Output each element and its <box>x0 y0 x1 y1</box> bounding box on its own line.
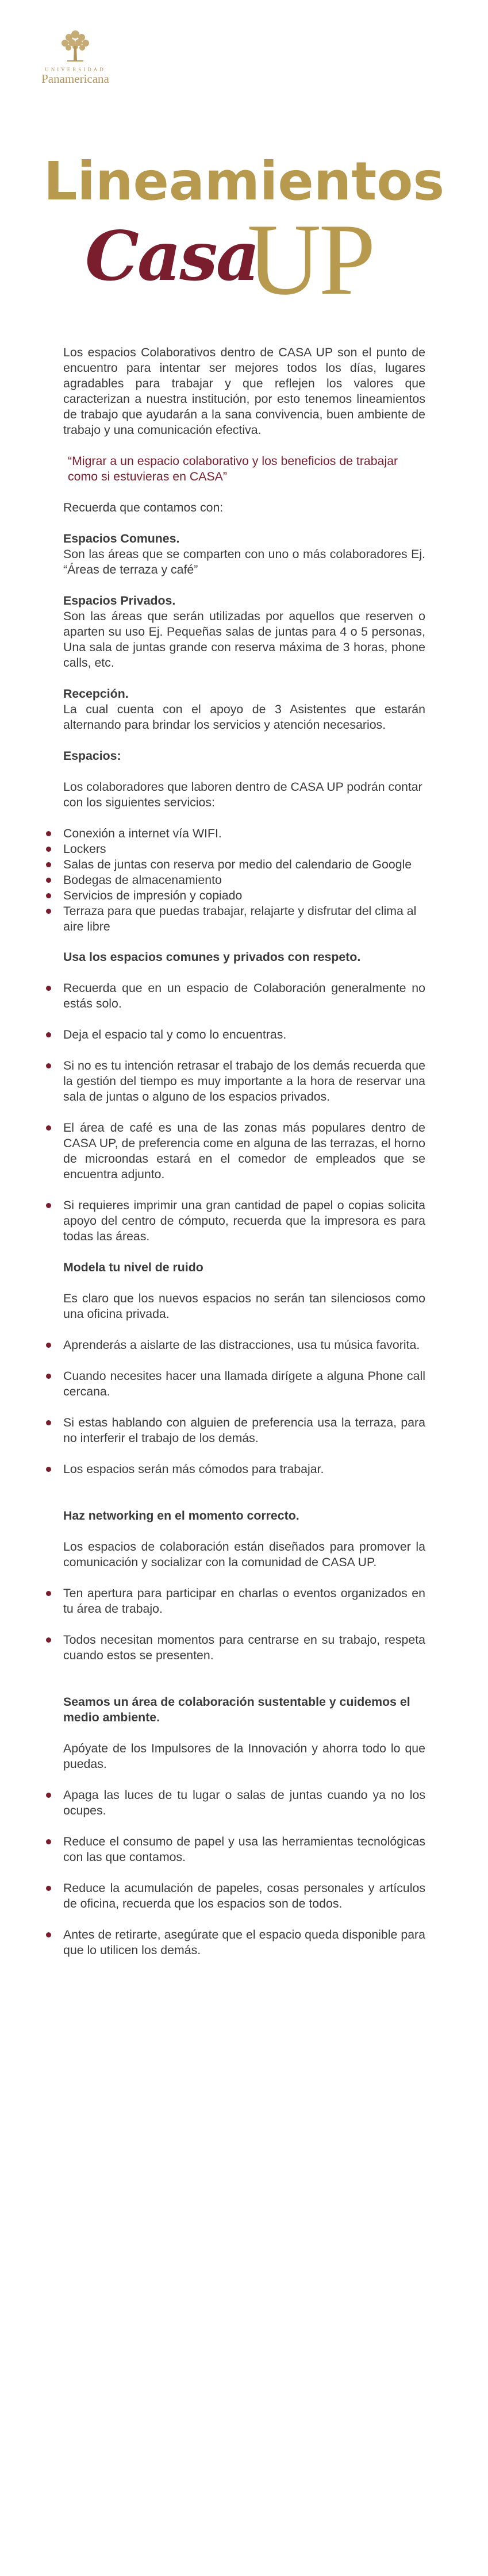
networking-heading: Haz networking en el momento correcto. <box>63 1509 299 1522</box>
list-item: Antes de retirarte, asegúrate que el espacio queda disponible para que lo utilicen los demás. <box>63 1928 425 1957</box>
title-up: UP <box>247 202 374 316</box>
list-item: Todos necesitan momentos para centrarse en su trabajo, respeta cuando estos se presenten. <box>63 1633 425 1662</box>
logo-university-label: UNIVERSIDAD <box>45 67 106 72</box>
list-item: Salas de juntas con reserva por medio del calendario de Google <box>63 857 425 872</box>
section-espacios-comunes <box>63 531 425 578</box>
list-item: El área de café es una de las zonas más populares dentro de CASA UP, de preferencia come en alguna de las terrazas, el horno de microondas estará en el comedor de empleados que se encuentra adjunto. <box>63 1121 425 1181</box>
espacios-comunes-heading: Espacios Comunes. <box>63 532 180 545</box>
list-item: Recuerda que en un espacio de Colaboración generalmente no estás solo. <box>63 981 425 1010</box>
espacios-heading: Espacios: <box>63 749 121 763</box>
recepcion-heading: Recepción. <box>63 687 129 701</box>
list-item: Servicios de impresión y copiado <box>63 888 425 903</box>
sustentable-list <box>63 1787 425 1958</box>
sustentable-heading: Seamos un área de colaboración sustentable y cuidemos el medio ambiente. <box>63 1695 410 1724</box>
espacios-privados-text: Son las áreas que serán utilizadas por aquellos que reserven o aparten su uso Ej. Pequeñas salas de juntas para 4 o 5 personas, Una sala de juntas grande con reserva máxima de 3 horas, phone calls, etc. <box>63 609 425 670</box>
list-item: Cuando necesites hacer una llamada dirígete a alguna Phone call cercana. <box>63 1369 425 1398</box>
main-content <box>63 345 425 1974</box>
espacios-text: Los colaboradores que laboren dentro de CASA UP podrán contar con los siguientes servicios: <box>63 780 422 809</box>
university-logo <box>21 29 130 86</box>
list-item: Terraza para que puedas trabajar, relajarte y disfrutar del clima al aire libre <box>63 903 425 935</box>
list-item: Si no es tu intención retrasar el trabajo de los demás recuerda que la gestión del tiempo es muy importante a la hora de reservar una sala de juntas o alguno de los espacios privados. <box>63 1059 425 1104</box>
list-item: Deja el espacio tal y como lo encuentras. <box>63 1027 425 1043</box>
title-lineamientos: Lineamientos <box>43 151 445 212</box>
list-item: Bodegas de almacenamiento <box>63 872 425 888</box>
respeto-heading: Usa los espacios comunes y privados con respeto. <box>63 950 361 964</box>
list-item: Si estas hablando con alguien de preferencia usa la terraza, para no interferir el trabajo de los demás. <box>63 1416 425 1445</box>
ruido-text: Es claro que los nuevos espacios no serán tan silenciosos como una oficina privada. <box>63 1291 425 1321</box>
list-item: Reduce el consumo de papel y usa las herramientas tecnológicas con las que contamos. <box>63 1835 425 1864</box>
logo-panamericana-label: Panamericana <box>41 72 109 86</box>
section-recepcion <box>63 686 425 733</box>
quote-text: “Migrar a un espacio colaborativo y los beneficios de trabajar como si estuvieras en CASA” <box>68 454 398 483</box>
list-item: Reduce la acumulación de papeles, cosas personales y artículos de oficina, recuerda que los espacios son de todos. <box>63 1881 425 1910</box>
list-item: Si requieres imprimir una gran cantidad de papel o copias solicita apoyo del centro de cómputo, recuerda que la impresora es para todas las áreas. <box>63 1198 425 1243</box>
list-item: Ten apertura para participar en charlas o eventos organizados en tu área de trabajo. <box>63 1586 425 1616</box>
sustentable-text: Apóyate de los Impulsores de la Innovación y ahorra todo lo que puedas. <box>63 1741 425 1771</box>
recuerda-text: Recuerda que contamos con: <box>63 501 224 514</box>
list-item: Aprenderás a aislarte de las distracciones, usa tu música favorita. <box>63 1337 425 1353</box>
section-espacios-privados <box>63 593 425 671</box>
espacios-comunes-text: Son las áreas que se comparten con uno o más colaboradores Ej. “Áreas de terraza y café” <box>63 547 425 576</box>
recepcion-text: La cual cuenta con el apoyo de 3 Asistentes que estarán alternando para brindar los servicios y atención necesarios. <box>63 702 425 732</box>
servicios-list <box>63 826 425 935</box>
ruido-list <box>63 1337 425 1477</box>
networking-list <box>63 1586 425 1663</box>
tree-icon <box>59 29 91 63</box>
respeto-list <box>63 981 425 1244</box>
intro-paragraph: Los espacios Colaborativos dentro de CASA UP son el punto de encuentro para intentar ser mejores todos los días, lugares agradables para trabajar y que reflejen los valores que caracterizan a nuestra institución, por esto tenemos lineamientos de trabajo que ayudarán a la sana convivencia, buen ambiente de trabajo y una comunicación efectiva. <box>63 345 425 437</box>
list-item: Los espacios serán más cómodos para trabajar. <box>63 1462 425 1477</box>
list-item: Apaga las luces de tu lugar o salas de juntas cuando ya no los ocupes. <box>63 1788 425 1817</box>
list-item: Lockers <box>63 841 425 857</box>
list-item: Conexión a internet vía WIFI. <box>63 826 425 841</box>
ruido-heading: Modela tu nivel de ruido <box>63 1260 203 1274</box>
networking-text: Los espacios de colaboración están diseñados para promover la comunicación y socializar con la comunidad de CASA UP. <box>63 1540 425 1569</box>
espacios-privados-heading: Espacios Privados. <box>63 594 176 608</box>
title-casa: Casa <box>85 216 259 296</box>
